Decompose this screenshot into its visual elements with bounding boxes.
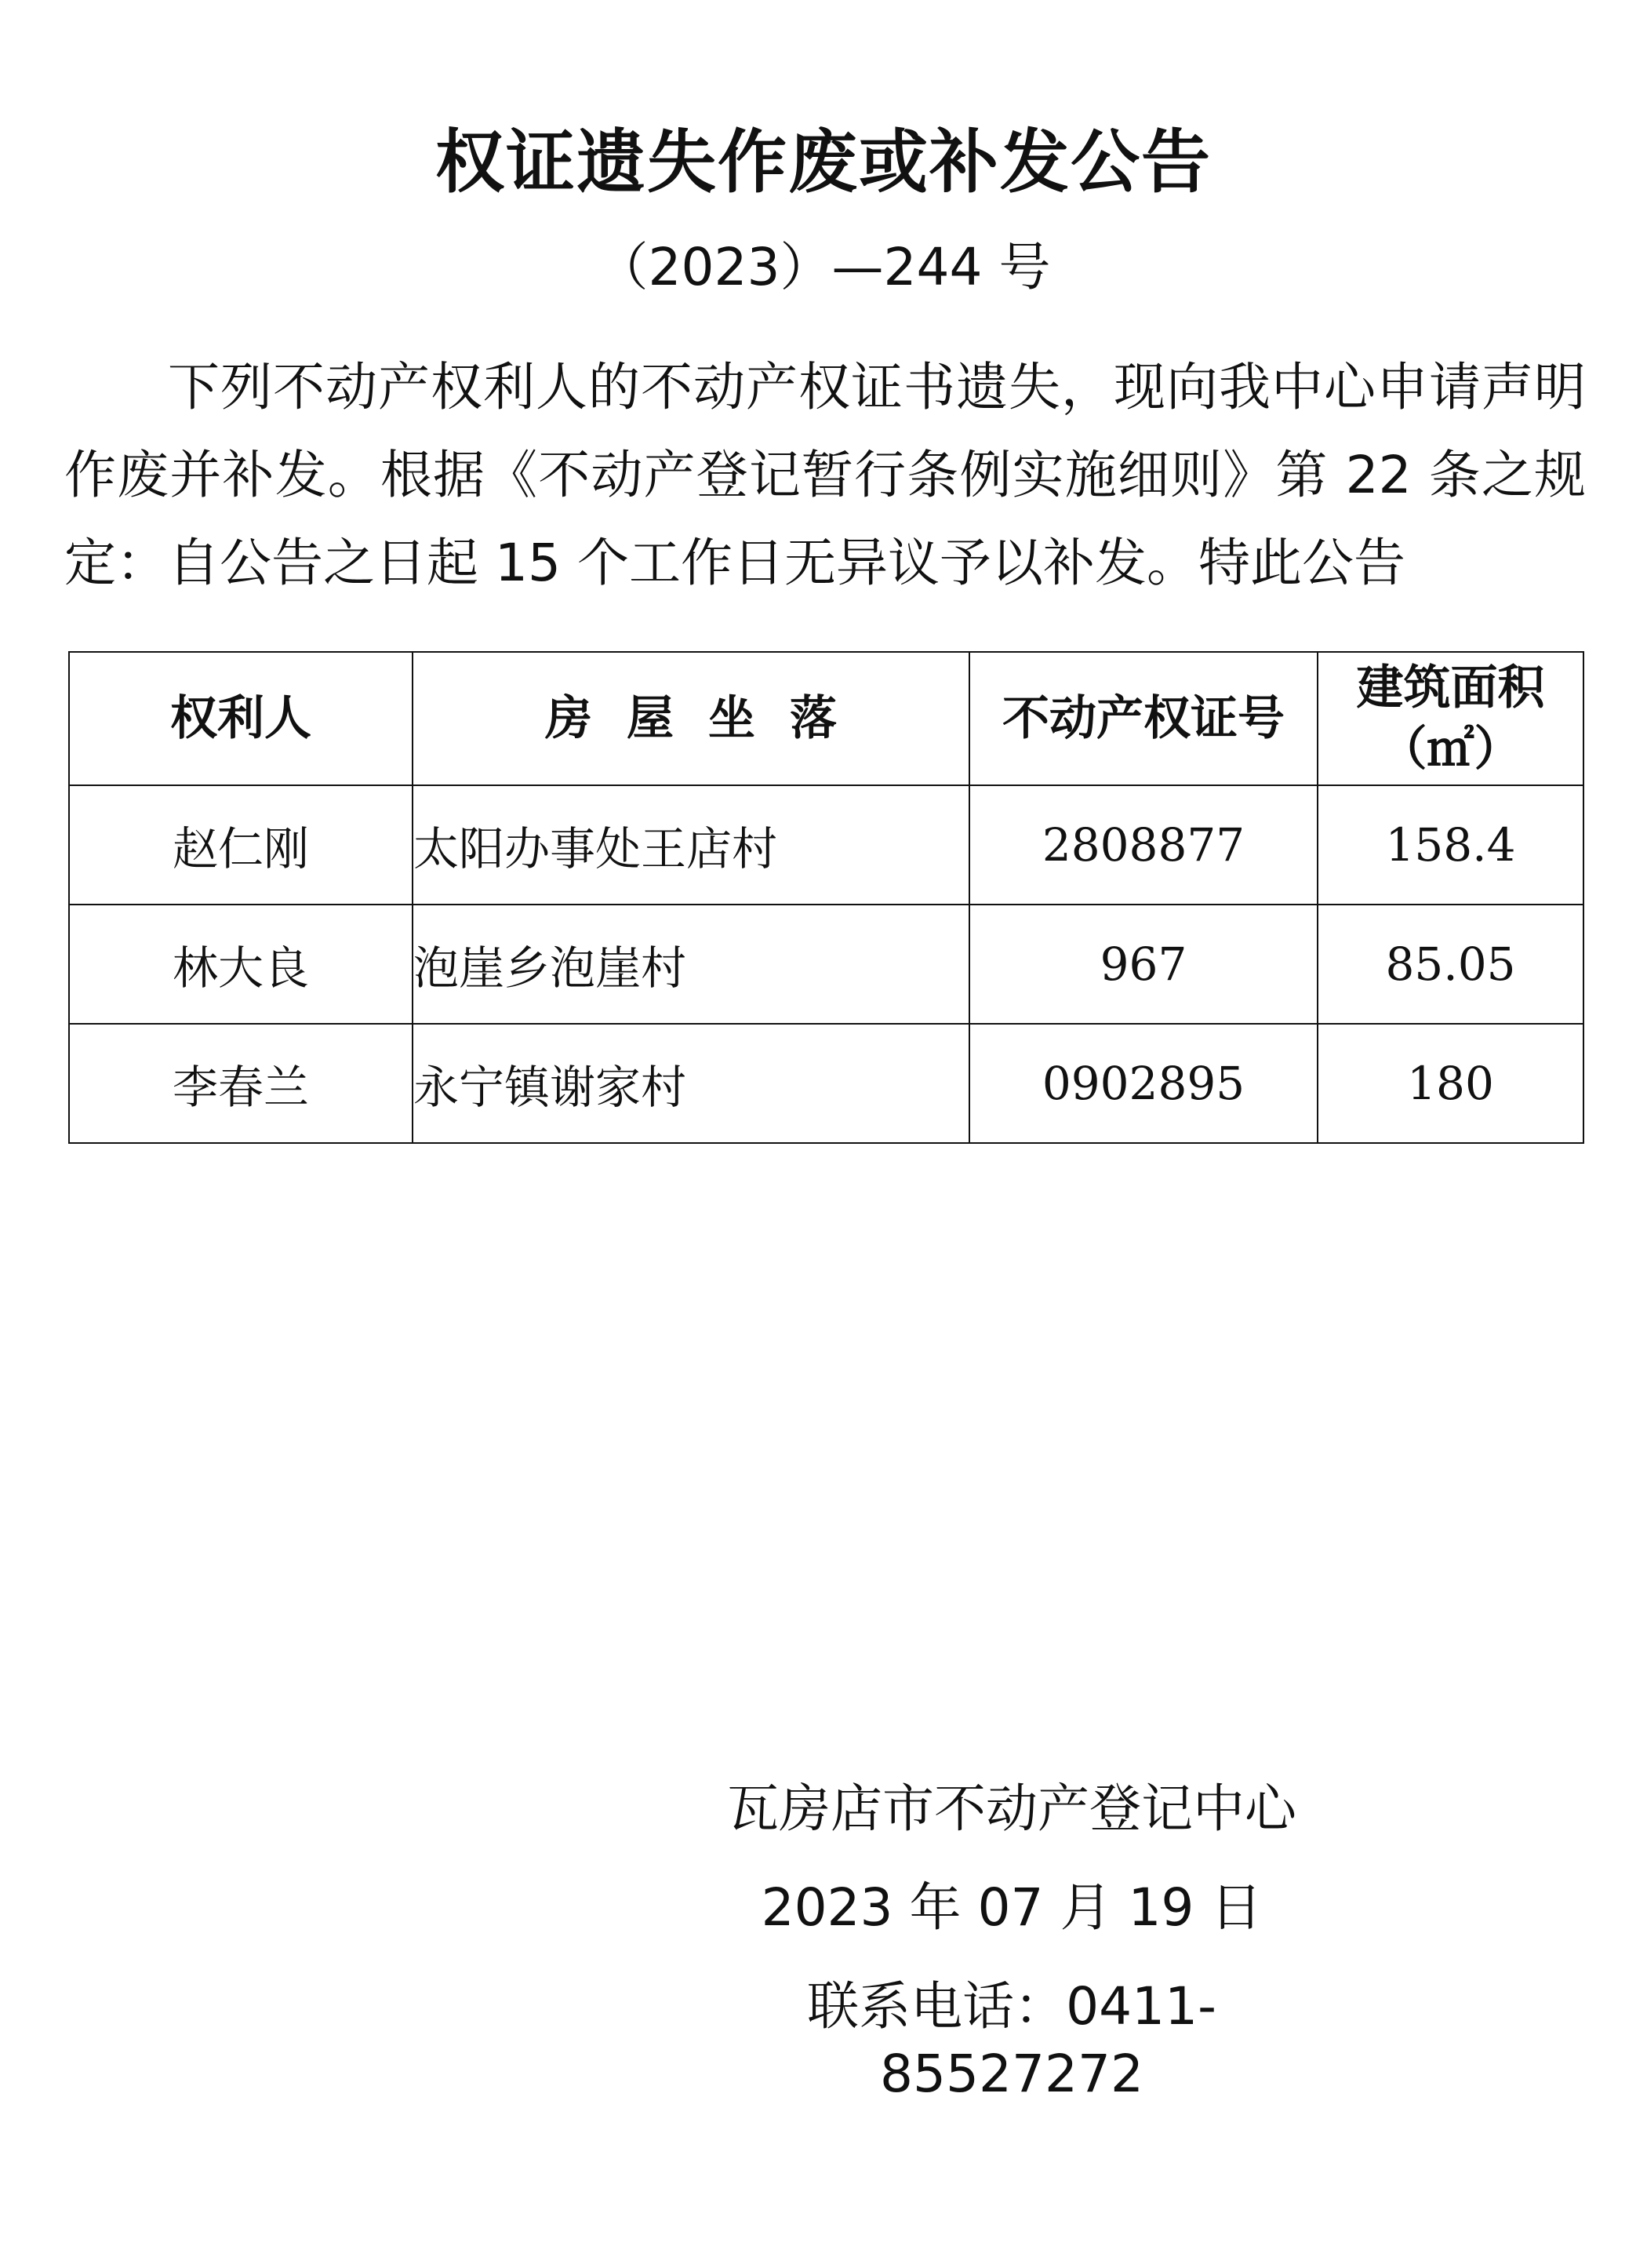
issuing-organization: 瓦房店市不动产登记中心 — [727, 1778, 1296, 1839]
notice-paragraph: 下列不动产权利人的不动产权证书遗失，现向我中心申请声明作废并补发。根据《不动产登记暂行条例实施细则》第 22 条之规定：自公告之日起 15 个工作日无异议予以补发。特此公告 — [64, 357, 1586, 593]
header-area — [1318, 652, 1583, 785]
notice-number: （2023）—244 号 — [596, 237, 1051, 297]
cell-location: 永宁镇谢家村 — [413, 1024, 969, 1143]
header-location — [413, 652, 969, 785]
cell-location: 太阳办事处王店村 — [413, 785, 969, 905]
header-cert-number: 不动产权证号 — [969, 652, 1318, 785]
notice-title: 权证遗失作废或补发公告 — [434, 122, 1212, 202]
table-row — [69, 1024, 1583, 1143]
cell-cert-number: 0902895 — [969, 1024, 1318, 1143]
table-row — [69, 785, 1583, 905]
table-row — [69, 905, 1583, 1024]
cell-area: 180 — [1318, 1024, 1583, 1143]
cell-cert-number: 967 — [969, 905, 1318, 1024]
lost-certificate-table — [68, 651, 1584, 1144]
header-owner: 权利人 — [69, 652, 413, 785]
header-area-unit: （㎡） — [1380, 722, 1522, 777]
cell-area: 85.05 — [1318, 905, 1583, 1024]
header-location-label: 房屋坐落 — [545, 691, 871, 746]
cell-location: 泡崖乡泡崖村 — [413, 905, 969, 1024]
issue-date: 2023 年 07 月 19 日 — [761, 1877, 1263, 1938]
cell-owner: 李春兰 — [69, 1024, 413, 1143]
cell-owner: 林大良 — [69, 905, 413, 1024]
table-header-row — [69, 652, 1583, 785]
cell-owner: 赵仁刚 — [69, 785, 413, 905]
cell-cert-number: 2808877 — [969, 785, 1318, 905]
contact-phone: 联系电话：0411-85527272 — [807, 1976, 1216, 2104]
header-area-label: 建筑面积 — [1356, 661, 1545, 715]
cell-area: 158.4 — [1318, 785, 1583, 905]
